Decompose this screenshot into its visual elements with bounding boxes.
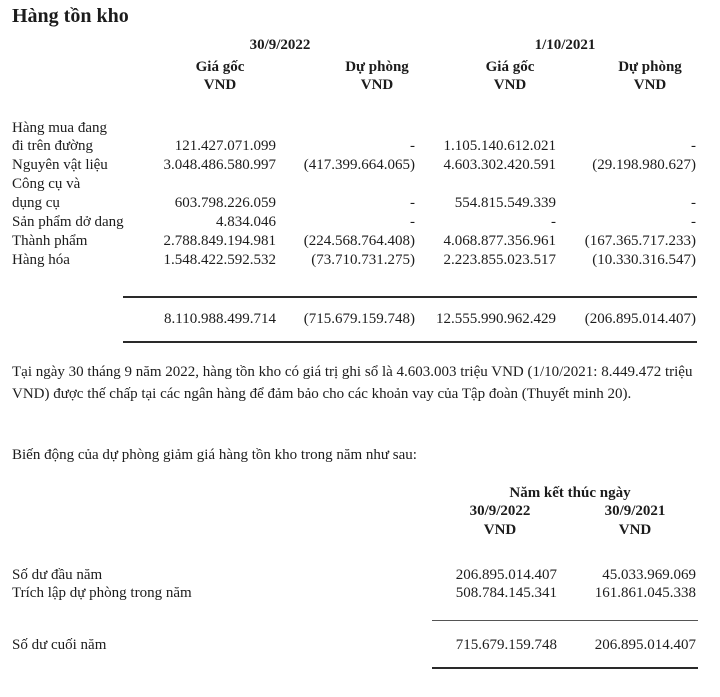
- row-label: đi trên đường: [12, 138, 94, 154]
- cell-cost-2021: 2.223.855.023.517: [443, 252, 556, 268]
- cell-cost-2022: 2.788.849.194.981: [163, 233, 276, 249]
- cell-cost-2021: 4.068.877.356.961: [443, 233, 556, 249]
- col-unit-cost-2022: VND: [203, 77, 237, 93]
- total-provision-2022: (715.679.159.748): [303, 311, 415, 327]
- movement-row-label: Trích lập dự phòng trong năm: [12, 585, 192, 601]
- movement-row-label: Số dư đầu năm: [12, 567, 103, 583]
- col-header-provision-2021: Dự phòng: [618, 59, 682, 75]
- movement-total-2022: 715.679.159.748: [455, 637, 557, 653]
- cell-provision-2022: (73.710.731.275): [311, 252, 415, 268]
- row-label: Sản phẩm dở dang: [12, 214, 124, 230]
- cell-provision-2022: (224.568.764.408): [303, 233, 415, 249]
- movement-total-rule: [432, 667, 698, 669]
- movement-col-2021: 30/9/2021: [604, 503, 666, 519]
- row-label: Hàng hóa: [12, 252, 70, 268]
- cell-provision-2022: -: [410, 214, 415, 230]
- cell-cost-2022: 4.834.046: [216, 214, 276, 230]
- col-unit-provision-2021: VND: [633, 77, 667, 93]
- cell-cost-2021: 1.105.140.612.021: [443, 138, 556, 154]
- movement-cell-2021: 161.861.045.338: [594, 585, 696, 601]
- subtotal-rule: [123, 296, 697, 298]
- cell-cost-2021: -: [551, 214, 556, 230]
- cell-cost-2022: 121.427.071.099: [174, 138, 276, 154]
- cell-provision-2021: (29.198.980.627): [592, 157, 696, 173]
- movement-subtotal-rule: [432, 620, 698, 621]
- cell-cost-2022: 3.048.486.580.997: [163, 157, 276, 173]
- movement-col-2022: 30/9/2022: [469, 503, 531, 519]
- period-header-2022: 30/9/2022: [249, 37, 311, 53]
- col-header-provision-2022: Dự phòng: [345, 59, 409, 75]
- section-title: Hàng tồn kho: [12, 5, 129, 27]
- cell-provision-2021: -: [691, 138, 696, 154]
- movement-unit-2022: VND: [483, 522, 517, 538]
- pledge-note: Tại ngày 30 tháng 9 năm 2022, hàng tồn kho có giá trị ghi sổ là 4.603.003 triệu VND (1/10/2021: 8.449.472 triệu VND) được thế chấp tại các ngân hàng để đảm bảo cho các khoản vay của Tập đoàn (Thuyết minh 20).: [12, 364, 693, 402]
- movement-total-2021: 206.895.014.407: [594, 637, 696, 653]
- cell-cost-2022: 1.548.422.592.532: [163, 252, 276, 268]
- col-header-cost-2021: Giá gốc: [485, 59, 535, 75]
- row-label: Công cụ và: [12, 176, 81, 192]
- cell-cost-2022: 603.798.226.059: [174, 195, 276, 211]
- movement-intro: Biến động của dự phòng giảm giá hàng tồn kho trong năm như sau:: [12, 447, 417, 463]
- cell-provision-2022: (417.399.664.065): [303, 157, 415, 173]
- cell-provision-2021: -: [691, 214, 696, 230]
- movement-group-header: Năm kết thúc ngày: [509, 485, 631, 501]
- cell-cost-2021: 554.815.549.339: [454, 195, 556, 211]
- movement-unit-2021: VND: [618, 522, 652, 538]
- cell-provision-2021: (167.365.717.233): [584, 233, 696, 249]
- movement-cell-2021: 45.033.969.069: [602, 567, 696, 583]
- cell-provision-2021: (10.330.316.547): [592, 252, 696, 268]
- row-label: Hàng mua đang: [12, 120, 107, 136]
- total-rule: [123, 341, 697, 343]
- total-cost-2021: 12.555.990.962.429: [436, 311, 556, 327]
- movement-cell-2022: 206.895.014.407: [455, 567, 557, 583]
- movement-cell-2022: 508.784.145.341: [455, 585, 557, 601]
- cell-provision-2022: -: [410, 195, 415, 211]
- col-unit-provision-2022: VND: [360, 77, 394, 93]
- period-header-2021: 1/10/2021: [534, 37, 596, 53]
- total-cost-2022: 8.110.988.499.714: [164, 311, 276, 327]
- movement-total-label: Số dư cuối năm: [12, 637, 107, 653]
- cell-provision-2022: -: [410, 138, 415, 154]
- total-provision-2021: (206.895.014.407): [584, 311, 696, 327]
- row-label: Thành phẩm: [12, 233, 88, 249]
- col-header-cost-2022: Giá gốc: [195, 59, 245, 75]
- cell-provision-2021: -: [691, 195, 696, 211]
- cell-cost-2021: 4.603.302.420.591: [443, 157, 556, 173]
- col-unit-cost-2021: VND: [493, 77, 527, 93]
- row-label: dụng cụ: [12, 195, 60, 211]
- row-label: Nguyên vật liệu: [12, 157, 108, 173]
